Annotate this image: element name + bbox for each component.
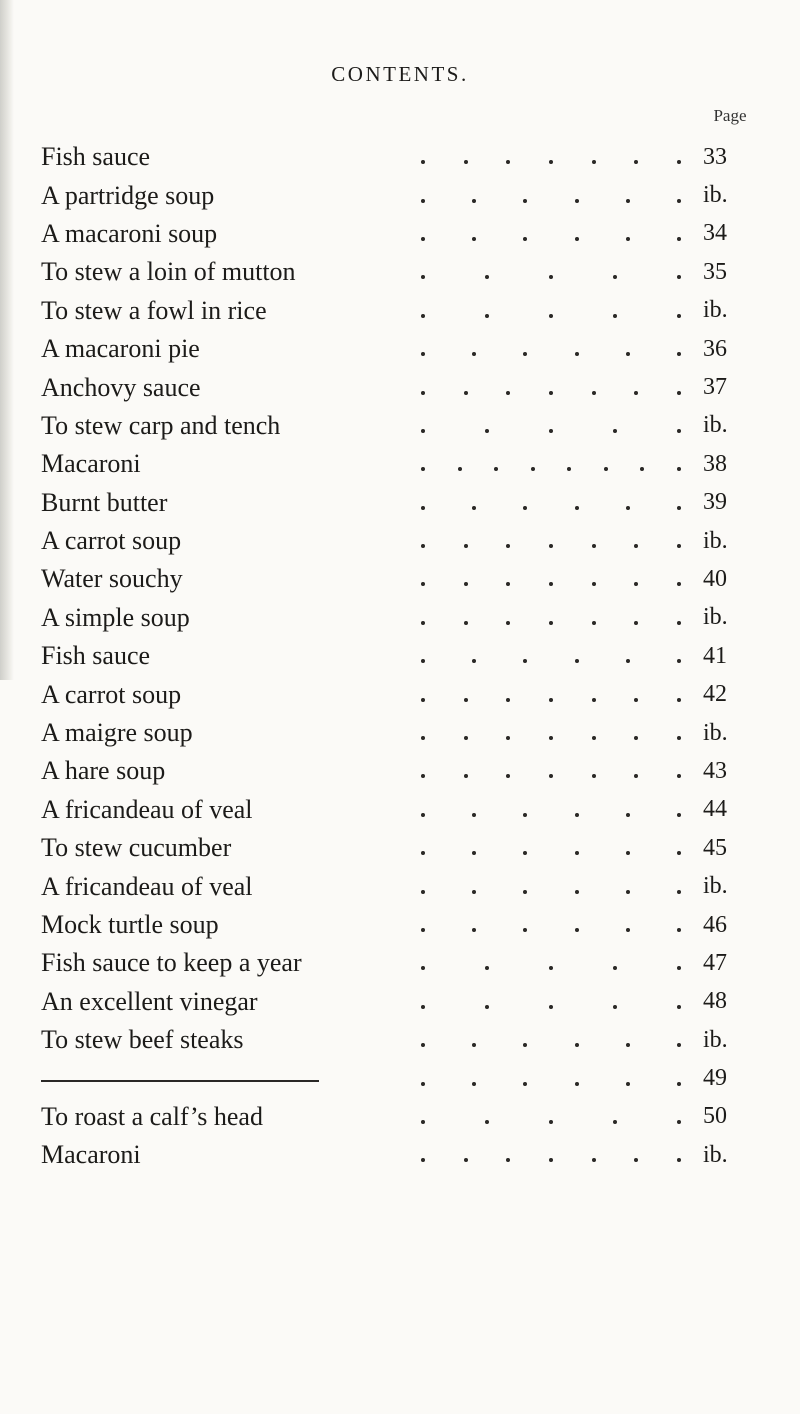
leader-dots bbox=[411, 253, 691, 291]
leader-dots bbox=[411, 176, 691, 214]
contents-list bbox=[41, 138, 771, 1175]
leader-dot bbox=[485, 1005, 489, 1009]
entry-page-number: ib. bbox=[703, 412, 728, 439]
leader-dots bbox=[411, 867, 691, 905]
leader-dot bbox=[464, 160, 468, 164]
leader-dot bbox=[485, 1120, 489, 1124]
leader-dot bbox=[626, 890, 630, 894]
leader-dot bbox=[523, 851, 527, 855]
leader-dot bbox=[421, 582, 425, 586]
leader-dot bbox=[677, 352, 681, 356]
leader-dot bbox=[421, 736, 425, 740]
entry-title: A carrot soup bbox=[41, 679, 182, 709]
leader-dot bbox=[421, 544, 425, 548]
leader-dot bbox=[613, 429, 617, 433]
leader-dot bbox=[549, 621, 553, 625]
entry-title: A macaroni soup bbox=[41, 218, 218, 248]
leader-dot bbox=[421, 1043, 425, 1047]
leader-dot bbox=[472, 1082, 476, 1086]
leader-dot bbox=[472, 890, 476, 894]
leader-dot bbox=[592, 391, 596, 395]
entry-title: A hare soup bbox=[41, 756, 166, 786]
leader-dot bbox=[485, 275, 489, 279]
leader-dot bbox=[549, 429, 553, 433]
leader-dot bbox=[592, 160, 596, 164]
leader-dot bbox=[506, 1158, 510, 1162]
leader-dots bbox=[411, 1021, 691, 1059]
leader-dot bbox=[604, 467, 608, 471]
leader-dot bbox=[677, 698, 681, 702]
leader-dot bbox=[634, 544, 638, 548]
leader-dot bbox=[677, 890, 681, 894]
contents-entry bbox=[41, 215, 771, 253]
contents-entry bbox=[41, 752, 771, 790]
leader-dot bbox=[592, 698, 596, 702]
entry-title: Anchovy sauce bbox=[41, 372, 201, 402]
leader-dot bbox=[677, 1082, 681, 1086]
leader-dot bbox=[575, 659, 579, 663]
leader-dot bbox=[677, 736, 681, 740]
leader-dots bbox=[411, 138, 691, 176]
entry-page-number: 42 bbox=[703, 681, 727, 708]
contents-entry bbox=[41, 1021, 771, 1059]
entry-page-number: ib. bbox=[703, 873, 728, 900]
leader-dot bbox=[677, 774, 681, 778]
leader-dot bbox=[575, 1082, 579, 1086]
leader-dot bbox=[626, 928, 630, 932]
leader-dots bbox=[411, 829, 691, 867]
entry-page-number: ib. bbox=[703, 182, 728, 209]
leader-dot bbox=[677, 391, 681, 395]
leader-dot bbox=[677, 467, 681, 471]
entry-title: To stew a fowl in rice bbox=[41, 295, 267, 325]
leader-dot bbox=[506, 544, 510, 548]
leader-dot bbox=[523, 813, 527, 817]
leader-dot bbox=[677, 160, 681, 164]
leader-dot bbox=[677, 659, 681, 663]
entry-title: A carrot soup bbox=[41, 526, 182, 556]
entry-page-number: ib. bbox=[703, 1026, 728, 1053]
contents-entry bbox=[41, 1059, 771, 1097]
leader-dot bbox=[677, 966, 681, 970]
leader-dot bbox=[549, 275, 553, 279]
contents-entry bbox=[41, 560, 771, 598]
leader-dot bbox=[575, 890, 579, 894]
leader-dot bbox=[421, 1158, 425, 1162]
leader-dot bbox=[626, 199, 630, 203]
entry-page-number: ib. bbox=[703, 527, 728, 554]
leader-dot bbox=[575, 352, 579, 356]
leader-dot bbox=[575, 506, 579, 510]
leader-dot bbox=[575, 199, 579, 203]
leader-dot bbox=[626, 813, 630, 817]
leader-dot bbox=[575, 813, 579, 817]
contents-entry bbox=[41, 906, 771, 944]
leader-dot bbox=[549, 966, 553, 970]
entry-page-number: 36 bbox=[703, 335, 727, 362]
entry-title: To stew carp and tench bbox=[41, 410, 281, 440]
entry-title: A simple soup bbox=[41, 602, 190, 632]
leader-dot bbox=[523, 659, 527, 663]
leader-dot bbox=[677, 621, 681, 625]
leader-dot bbox=[472, 813, 476, 817]
entry-title: Macaroni bbox=[41, 1140, 141, 1170]
leader-dot bbox=[626, 506, 630, 510]
leader-dot bbox=[626, 237, 630, 241]
entry-page-number: 34 bbox=[703, 220, 727, 247]
leader-dots bbox=[411, 1136, 691, 1174]
leader-dot bbox=[677, 429, 681, 433]
leader-dots bbox=[411, 484, 691, 522]
entry-title: Mock turtle soup bbox=[41, 910, 219, 939]
leader-dot bbox=[421, 659, 425, 663]
leader-dot bbox=[626, 352, 630, 356]
leader-dots bbox=[411, 906, 691, 944]
leader-dot bbox=[575, 1043, 579, 1047]
leader-dot bbox=[592, 1158, 596, 1162]
leader-dot bbox=[592, 736, 596, 740]
leader-dot bbox=[592, 582, 596, 586]
leader-dot bbox=[523, 506, 527, 510]
page-title: CONTENTS. bbox=[331, 62, 469, 86]
entry-title: Fish sauce bbox=[41, 641, 151, 671]
leader-dot bbox=[506, 582, 510, 586]
leader-dot bbox=[472, 1043, 476, 1047]
contents-entry bbox=[41, 829, 771, 867]
leader-dot bbox=[464, 1158, 468, 1162]
leader-dot bbox=[677, 506, 681, 510]
entry-page-number: ib. bbox=[703, 604, 728, 631]
entry-title: Fish sauce to keep a year bbox=[41, 948, 302, 978]
entry-title: To stew a loin of mutton bbox=[41, 257, 296, 287]
leader-dot bbox=[523, 928, 527, 932]
leader-dot bbox=[549, 736, 553, 740]
leader-dot bbox=[494, 467, 498, 471]
entry-title: An excellent vinegar bbox=[41, 986, 258, 1016]
entry-title: Water souchy bbox=[41, 564, 183, 594]
leader-dot bbox=[523, 352, 527, 356]
entry-page-number: 33 bbox=[703, 143, 727, 170]
leader-dot bbox=[677, 237, 681, 241]
contents-entry bbox=[41, 138, 771, 176]
leader-dots bbox=[411, 637, 691, 675]
leader-dot bbox=[549, 391, 553, 395]
binding-edge bbox=[0, 0, 14, 680]
leader-dot bbox=[575, 851, 579, 855]
leader-dot bbox=[575, 928, 579, 932]
leader-dot bbox=[634, 160, 638, 164]
entry-page-number: 45 bbox=[703, 834, 727, 861]
entry-page-number: 38 bbox=[703, 450, 727, 477]
entry-title: Macaroni bbox=[41, 449, 141, 479]
leader-dot bbox=[464, 391, 468, 395]
leader-dot bbox=[613, 966, 617, 970]
leader-dot bbox=[421, 966, 425, 970]
leader-dot bbox=[677, 813, 681, 817]
leader-dot bbox=[421, 621, 425, 625]
leader-dot bbox=[472, 928, 476, 932]
contents-entry bbox=[41, 1098, 771, 1136]
leader-dots bbox=[411, 215, 691, 253]
leader-dot bbox=[421, 1082, 425, 1086]
leader-dot bbox=[421, 928, 425, 932]
leader-dot bbox=[549, 582, 553, 586]
leader-dot bbox=[677, 1158, 681, 1162]
leader-dot bbox=[531, 467, 535, 471]
leader-dots bbox=[411, 1098, 691, 1136]
entry-title: To stew beef steaks bbox=[41, 1025, 244, 1055]
leader-dot bbox=[421, 851, 425, 855]
leader-dot bbox=[523, 890, 527, 894]
contents-entry bbox=[41, 445, 771, 483]
leader-dot bbox=[677, 928, 681, 932]
leader-dot bbox=[421, 391, 425, 395]
leader-dot bbox=[472, 851, 476, 855]
leader-dot bbox=[523, 1082, 527, 1086]
leader-dot bbox=[626, 851, 630, 855]
contents-entry bbox=[41, 484, 771, 522]
leader-dots bbox=[411, 675, 691, 713]
entry-title: Fish sauce bbox=[41, 142, 151, 172]
leader-dot bbox=[464, 698, 468, 702]
contents-entry bbox=[41, 253, 771, 291]
leader-dot bbox=[592, 621, 596, 625]
leader-dots bbox=[411, 752, 691, 790]
leader-dot bbox=[677, 1120, 681, 1124]
leader-dot bbox=[626, 659, 630, 663]
entry-title: To stew cucumber bbox=[41, 833, 232, 863]
leader-dot bbox=[640, 467, 644, 471]
leader-dot bbox=[626, 1043, 630, 1047]
leader-dot bbox=[575, 237, 579, 241]
entry-page-number: 44 bbox=[703, 796, 727, 823]
leader-dot bbox=[464, 582, 468, 586]
leader-dots bbox=[411, 330, 691, 368]
leader-dots bbox=[411, 522, 691, 560]
leader-dot bbox=[472, 659, 476, 663]
leader-dot bbox=[549, 774, 553, 778]
contents-entry bbox=[41, 407, 771, 445]
leader-dot bbox=[421, 429, 425, 433]
contents-entry bbox=[41, 368, 771, 406]
leader-dot bbox=[506, 736, 510, 740]
leader-dot bbox=[472, 199, 476, 203]
contents-entry bbox=[41, 176, 771, 214]
leader-dots bbox=[411, 1059, 691, 1097]
leader-dot bbox=[523, 1043, 527, 1047]
contents-entry bbox=[41, 292, 771, 330]
leader-dots bbox=[411, 445, 691, 483]
leader-dot bbox=[421, 160, 425, 164]
leader-dot bbox=[506, 698, 510, 702]
page-column-label: Page bbox=[713, 106, 747, 125]
leader-dot bbox=[523, 199, 527, 203]
contents-entry bbox=[41, 714, 771, 752]
entry-title: A macaroni pie bbox=[41, 334, 200, 364]
leader-dot bbox=[613, 275, 617, 279]
entry-page-number: 49 bbox=[703, 1065, 727, 1092]
leader-dot bbox=[634, 736, 638, 740]
leader-dot bbox=[458, 467, 462, 471]
contents-entry bbox=[41, 330, 771, 368]
leader-dots bbox=[411, 560, 691, 598]
leader-dot bbox=[549, 698, 553, 702]
leader-dot bbox=[626, 1082, 630, 1086]
contents-entry bbox=[41, 675, 771, 713]
leader-dot bbox=[677, 1005, 681, 1009]
entry-page-number: 37 bbox=[703, 374, 727, 401]
leader-dot bbox=[549, 1158, 553, 1162]
entry-title: A fricandeau of veal bbox=[41, 794, 253, 824]
leader-dots bbox=[411, 714, 691, 752]
leader-dot bbox=[592, 774, 596, 778]
leader-dot bbox=[472, 506, 476, 510]
contents-entry bbox=[41, 637, 771, 675]
leader-dot bbox=[506, 391, 510, 395]
leader-dot bbox=[549, 160, 553, 164]
leader-dot bbox=[677, 544, 681, 548]
entry-page-number: 39 bbox=[703, 489, 727, 516]
leader-dot bbox=[677, 1043, 681, 1047]
leader-dots bbox=[411, 368, 691, 406]
leader-dot bbox=[421, 199, 425, 203]
leader-dots bbox=[411, 407, 691, 445]
leader-dot bbox=[549, 314, 553, 318]
leader-dot bbox=[592, 544, 596, 548]
leader-dot bbox=[677, 199, 681, 203]
leader-dot bbox=[634, 1158, 638, 1162]
entry-page-number: 41 bbox=[703, 642, 727, 669]
leader-dot bbox=[634, 698, 638, 702]
leader-dot bbox=[421, 1120, 425, 1124]
entry-page-number: 43 bbox=[703, 757, 727, 784]
leader-dot bbox=[464, 544, 468, 548]
leader-dots bbox=[411, 944, 691, 982]
leader-dot bbox=[485, 429, 489, 433]
leader-dot bbox=[421, 352, 425, 356]
entry-page-number: ib. bbox=[703, 297, 728, 324]
entry-page-number: 48 bbox=[703, 988, 727, 1015]
leader-dot bbox=[421, 275, 425, 279]
entry-title: A partridge soup bbox=[41, 180, 215, 210]
leader-dot bbox=[677, 275, 681, 279]
leader-dot bbox=[421, 314, 425, 318]
leader-dot bbox=[472, 237, 476, 241]
leader-dot bbox=[421, 467, 425, 471]
leader-dot bbox=[549, 544, 553, 548]
entry-title: A fricandeau of veal bbox=[41, 871, 253, 901]
entry-page-number: 50 bbox=[703, 1103, 727, 1130]
leader-dot bbox=[677, 314, 681, 318]
entry-page-number: ib. bbox=[703, 719, 728, 746]
leader-dot bbox=[472, 352, 476, 356]
leader-dots bbox=[411, 791, 691, 829]
leader-dots bbox=[411, 599, 691, 637]
leader-dot bbox=[485, 314, 489, 318]
leader-dot bbox=[421, 813, 425, 817]
leader-dot bbox=[613, 1005, 617, 1009]
contents-entry bbox=[41, 1136, 771, 1174]
contents-entry bbox=[41, 867, 771, 905]
leader-dots bbox=[411, 292, 691, 330]
leader-dot bbox=[634, 621, 638, 625]
leader-dot bbox=[421, 506, 425, 510]
leader-dot bbox=[634, 582, 638, 586]
contents-entry bbox=[41, 983, 771, 1021]
leader-dot bbox=[613, 314, 617, 318]
leader-dot bbox=[549, 1120, 553, 1124]
contents-entry bbox=[41, 791, 771, 829]
entry-title: To roast a calf’s head bbox=[41, 1101, 263, 1131]
leader-dot bbox=[506, 774, 510, 778]
leader-dot bbox=[421, 890, 425, 894]
entry-title: A maigre soup bbox=[41, 718, 193, 748]
leader-dot bbox=[506, 621, 510, 625]
leader-dot bbox=[421, 237, 425, 241]
ditto-rule bbox=[41, 1080, 319, 1082]
leader-dot bbox=[464, 621, 468, 625]
leader-dot bbox=[421, 1005, 425, 1009]
leader-dot bbox=[523, 237, 527, 241]
entry-page-number: 47 bbox=[703, 949, 727, 976]
leader-dot bbox=[567, 467, 571, 471]
leader-dot bbox=[549, 1005, 553, 1009]
leader-dot bbox=[464, 774, 468, 778]
entry-page-number: 35 bbox=[703, 258, 727, 285]
contents-entry bbox=[41, 599, 771, 637]
entry-page-number: 46 bbox=[703, 911, 727, 938]
leader-dot bbox=[485, 966, 489, 970]
entry-page-number: ib. bbox=[703, 1141, 728, 1168]
leader-dot bbox=[421, 774, 425, 778]
leader-dot bbox=[613, 1120, 617, 1124]
leader-dot bbox=[634, 391, 638, 395]
entry-title: Burnt butter bbox=[41, 487, 168, 517]
leader-dot bbox=[464, 736, 468, 740]
entry-page-number: 40 bbox=[703, 565, 727, 592]
leader-dot bbox=[421, 698, 425, 702]
leader-dot bbox=[677, 851, 681, 855]
leader-dot bbox=[634, 774, 638, 778]
contents-entry bbox=[41, 522, 771, 560]
leader-dots bbox=[411, 983, 691, 1021]
contents-entry bbox=[41, 944, 771, 982]
leader-dot bbox=[506, 160, 510, 164]
leader-dot bbox=[677, 582, 681, 586]
